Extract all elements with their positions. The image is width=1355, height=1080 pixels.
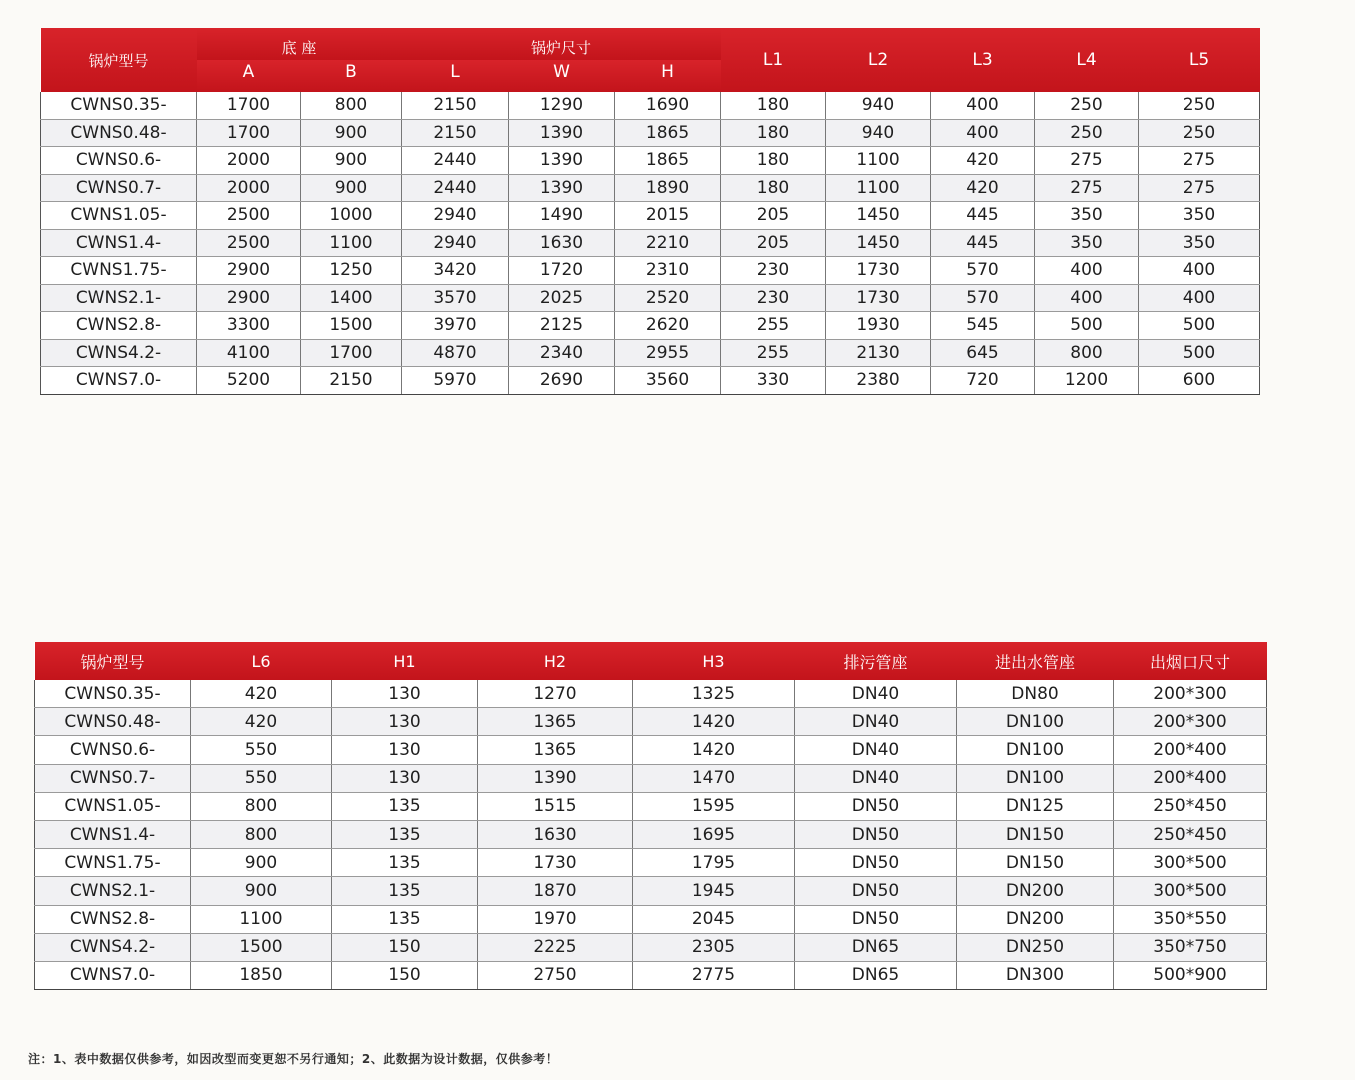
model-cell: CWNS2.1- [41, 284, 197, 312]
table-cell: DN200 [957, 905, 1114, 933]
table-cell: 400 [931, 119, 1035, 147]
table-cell: 1100 [191, 905, 332, 933]
header-cell: 锅炉型号 [35, 642, 191, 680]
header-cell: H1 [332, 642, 478, 680]
table-cell: DN40 [795, 708, 957, 736]
table-cell: 135 [332, 792, 478, 820]
header-W: W [509, 60, 615, 92]
table-cell: DN125 [957, 792, 1114, 820]
table-cell: 2340 [509, 339, 615, 367]
table-cell: 2310 [615, 257, 721, 285]
table-header-row [35, 642, 1267, 680]
table-row [35, 961, 1267, 989]
table-cell: 500*900 [1114, 961, 1267, 989]
table-cell: 1700 [197, 92, 301, 119]
table-cell: DN65 [795, 961, 957, 989]
table-cell: DN200 [957, 877, 1114, 905]
header-cell: 进出水管座 [957, 642, 1114, 680]
table-cell: 180 [721, 174, 826, 202]
table-cell: 1730 [478, 849, 633, 877]
table-cell: 2150 [402, 92, 509, 119]
table-cell: 2210 [615, 229, 721, 257]
table-cell: 4100 [197, 339, 301, 367]
table-cell: 400 [1035, 284, 1139, 312]
table-cell: 570 [931, 284, 1035, 312]
table-cell: 1700 [197, 119, 301, 147]
table-row [41, 284, 1260, 312]
table-cell: 350 [1035, 202, 1139, 230]
table-cell: 1865 [615, 119, 721, 147]
table-cell: 800 [191, 792, 332, 820]
table-cell: 2775 [633, 961, 795, 989]
table-cell: 180 [721, 119, 826, 147]
table-cell: 250 [1139, 92, 1260, 119]
table-cell: DN50 [795, 792, 957, 820]
table-cell: 200*300 [1114, 680, 1267, 708]
table-cell: 350 [1035, 229, 1139, 257]
table-cell: 1365 [478, 708, 633, 736]
table-row [41, 119, 1260, 147]
table-cell: 940 [826, 92, 931, 119]
table-cell: 1365 [478, 736, 633, 764]
table-row [35, 933, 1267, 961]
table-cell: 4870 [402, 339, 509, 367]
table-cell: 800 [301, 92, 402, 119]
table-cell: 1390 [509, 119, 615, 147]
table-cell: 2025 [509, 284, 615, 312]
header-cell: L6 [191, 642, 332, 680]
table-cell: 545 [931, 312, 1035, 340]
table-cell: 400 [1035, 257, 1139, 285]
table-cell: 1450 [826, 202, 931, 230]
table-cell: 1390 [509, 147, 615, 175]
table-cell: 230 [721, 257, 826, 285]
table-cell: 2045 [633, 905, 795, 933]
table-cell: 900 [191, 849, 332, 877]
table-cell: 2750 [478, 961, 633, 989]
header-base-group: 底 座 [197, 28, 402, 60]
table-cell: 330 [721, 367, 826, 395]
table-cell: 1470 [633, 764, 795, 792]
table-cell: 2015 [615, 202, 721, 230]
table-cell: 500 [1139, 312, 1260, 340]
table-cell: DN40 [795, 764, 957, 792]
table-cell: 255 [721, 312, 826, 340]
table-cell: 1390 [478, 764, 633, 792]
table-cell: 1250 [301, 257, 402, 285]
model-cell: CWNS0.7- [35, 764, 191, 792]
table-cell: 130 [332, 680, 478, 708]
table-cell: 420 [931, 147, 1035, 175]
table-row [41, 312, 1260, 340]
table-cell: 150 [332, 933, 478, 961]
table-cell: 130 [332, 708, 478, 736]
model-cell: CWNS4.2- [35, 933, 191, 961]
header-H: H [615, 60, 721, 92]
table-cell: 255 [721, 339, 826, 367]
table-cell: 135 [332, 820, 478, 848]
boiler-connections-table [34, 642, 1267, 990]
table-cell: 2440 [402, 147, 509, 175]
table-cell: 350 [1139, 229, 1260, 257]
table-cell: 1400 [301, 284, 402, 312]
table-cell: 3300 [197, 312, 301, 340]
header-cell: 排污管座 [795, 642, 957, 680]
table-row [41, 147, 1260, 175]
header-model: 锅炉型号 [41, 28, 197, 92]
table-cell: 1890 [615, 174, 721, 202]
table-cell: 400 [1139, 284, 1260, 312]
table-cell: 1000 [301, 202, 402, 230]
table-cell: 1420 [633, 708, 795, 736]
table-cell: 350*550 [1114, 905, 1267, 933]
table-body [41, 92, 1260, 394]
table-cell: 720 [931, 367, 1035, 395]
table-cell: 350*750 [1114, 933, 1267, 961]
table-cell: 275 [1139, 174, 1260, 202]
table-cell: 1865 [615, 147, 721, 175]
table-cell: 230 [721, 284, 826, 312]
table-cell: 205 [721, 229, 826, 257]
table-cell: 2500 [197, 229, 301, 257]
table-cell: 350 [1139, 202, 1260, 230]
model-cell: CWNS0.48- [35, 708, 191, 736]
table-cell: 135 [332, 849, 478, 877]
table-cell: 2125 [509, 312, 615, 340]
table-cell: 550 [191, 736, 332, 764]
table-cell: 1500 [301, 312, 402, 340]
table-cell: 250 [1139, 119, 1260, 147]
table-cell: 1690 [615, 92, 721, 119]
header-L5: L5 [1139, 28, 1260, 92]
table-cell: 1730 [826, 284, 931, 312]
table-cell: 180 [721, 147, 826, 175]
header-size-group: 锅炉尺寸 [402, 28, 721, 60]
table-cell: 180 [721, 92, 826, 119]
table-cell: 400 [1139, 257, 1260, 285]
table-cell: DN40 [795, 736, 957, 764]
table-row [41, 257, 1260, 285]
header-L4: L4 [1035, 28, 1139, 92]
table-cell: DN50 [795, 905, 957, 933]
table-cell: 2900 [197, 284, 301, 312]
model-cell: CWNS0.6- [41, 147, 197, 175]
table-cell: 2225 [478, 933, 633, 961]
table-cell: 1730 [826, 257, 931, 285]
table-cell: 2900 [197, 257, 301, 285]
table-cell: 3560 [615, 367, 721, 395]
boiler-dimensions-table [40, 28, 1260, 395]
table-cell: 1630 [478, 820, 633, 848]
table-cell: 600 [1139, 367, 1260, 395]
table-cell: 1870 [478, 877, 633, 905]
table-cell: 1930 [826, 312, 931, 340]
table-cell: 1490 [509, 202, 615, 230]
table-cell: 645 [931, 339, 1035, 367]
model-cell: CWNS7.0- [41, 367, 197, 395]
table-cell: 275 [1035, 174, 1139, 202]
table-row [41, 202, 1260, 230]
table-cell: 275 [1035, 147, 1139, 175]
table-cell: DN50 [795, 849, 957, 877]
table-cell: 300*500 [1114, 877, 1267, 905]
table-cell: 800 [1035, 339, 1139, 367]
table-cell: 130 [332, 764, 478, 792]
table-cell: 3570 [402, 284, 509, 312]
model-cell: CWNS1.75- [35, 849, 191, 877]
table-cell: 420 [191, 680, 332, 708]
table-cell: 1290 [509, 92, 615, 119]
table-cell: DN65 [795, 933, 957, 961]
footnote: 注：1、表中数据仅供参考，如因改型而变更恕不另行通知；2、此数据为设计数据，仅供参考！ [28, 1052, 559, 1066]
model-cell: CWNS0.48- [41, 119, 197, 147]
table-row [35, 708, 1267, 736]
table-cell: 250*450 [1114, 792, 1267, 820]
table-row [35, 820, 1267, 848]
table-cell: DN50 [795, 820, 957, 848]
table-cell: 2000 [197, 147, 301, 175]
table-cell: 1795 [633, 849, 795, 877]
table-cell: 2000 [197, 174, 301, 202]
table-header-row [41, 28, 1260, 60]
table-cell: 2130 [826, 339, 931, 367]
table-row [41, 339, 1260, 367]
table-cell: 900 [301, 174, 402, 202]
table-cell: 1970 [478, 905, 633, 933]
table-cell: 1500 [191, 933, 332, 961]
table-cell: 3420 [402, 257, 509, 285]
model-cell: CWNS0.35- [41, 92, 197, 119]
table-cell: DN40 [795, 680, 957, 708]
table-row [35, 764, 1267, 792]
model-cell: CWNS2.1- [35, 877, 191, 905]
table-cell: 2380 [826, 367, 931, 395]
model-cell: CWNS4.2- [41, 339, 197, 367]
table-cell: 200*400 [1114, 764, 1267, 792]
header-cell: H2 [478, 642, 633, 680]
header-A: A [197, 60, 301, 92]
table-cell: 1695 [633, 820, 795, 848]
table-cell: 940 [826, 119, 931, 147]
table-cell: 2500 [197, 202, 301, 230]
header-L: L [402, 60, 509, 92]
table-cell: 250 [1035, 119, 1139, 147]
table-cell: 550 [191, 764, 332, 792]
table-cell: 2440 [402, 174, 509, 202]
model-cell: CWNS1.4- [41, 229, 197, 257]
table-row [41, 367, 1260, 395]
table-cell: 1850 [191, 961, 332, 989]
table-cell: 1100 [301, 229, 402, 257]
table-cell: 250*450 [1114, 820, 1267, 848]
model-cell: CWNS1.4- [35, 820, 191, 848]
table-cell: 1200 [1035, 367, 1139, 395]
table-row [35, 680, 1267, 708]
table-cell: 2940 [402, 202, 509, 230]
table-cell: 1720 [509, 257, 615, 285]
table-cell: 5200 [197, 367, 301, 395]
header-L1: L1 [721, 28, 826, 92]
table-cell: 2940 [402, 229, 509, 257]
table-cell: 1700 [301, 339, 402, 367]
table-cell: 445 [931, 229, 1035, 257]
model-cell: CWNS0.35- [35, 680, 191, 708]
table-cell: DN150 [957, 849, 1114, 877]
table-cell: 900 [301, 119, 402, 147]
table-cell: 900 [191, 877, 332, 905]
table-cell: 900 [301, 147, 402, 175]
table-cell: 135 [332, 877, 478, 905]
table-cell: 205 [721, 202, 826, 230]
table-cell: DN150 [957, 820, 1114, 848]
table-cell: DN80 [957, 680, 1114, 708]
table-cell: 1595 [633, 792, 795, 820]
table-cell: 1630 [509, 229, 615, 257]
table-cell: 445 [931, 202, 1035, 230]
table-row [41, 92, 1260, 119]
model-cell: CWNS2.8- [41, 312, 197, 340]
table-cell: 500 [1139, 339, 1260, 367]
table-cell: DN250 [957, 933, 1114, 961]
table-cell: 420 [931, 174, 1035, 202]
model-cell: CWNS1.05- [41, 202, 197, 230]
table-cell: DN50 [795, 877, 957, 905]
table-cell: 275 [1139, 147, 1260, 175]
table-cell: 500 [1035, 312, 1139, 340]
table-cell: 300*500 [1114, 849, 1267, 877]
header-L2: L2 [826, 28, 931, 92]
header-B: B [301, 60, 402, 92]
table-cell: 130 [332, 736, 478, 764]
table-cell: 135 [332, 905, 478, 933]
model-cell: CWNS1.05- [35, 792, 191, 820]
table-row [41, 174, 1260, 202]
table-cell: 2520 [615, 284, 721, 312]
table-cell: 1420 [633, 736, 795, 764]
model-cell: CWNS0.6- [35, 736, 191, 764]
table-cell: 570 [931, 257, 1035, 285]
table-cell: 2620 [615, 312, 721, 340]
table-cell: 1270 [478, 680, 633, 708]
header-cell: 出烟口尺寸 [1114, 642, 1267, 680]
table-cell: 150 [332, 961, 478, 989]
table-row [35, 877, 1267, 905]
table-cell: 2150 [301, 367, 402, 395]
table-cell: 1100 [826, 174, 931, 202]
table-cell: DN100 [957, 764, 1114, 792]
table-cell: 1325 [633, 680, 795, 708]
table-cell: 1450 [826, 229, 931, 257]
table-cell: 200*400 [1114, 736, 1267, 764]
model-cell: CWNS0.7- [41, 174, 197, 202]
model-cell: CWNS7.0- [35, 961, 191, 989]
table-cell: 2150 [402, 119, 509, 147]
table-cell: 5970 [402, 367, 509, 395]
table-cell: 400 [931, 92, 1035, 119]
table-cell: 200*300 [1114, 708, 1267, 736]
table-cell: 1515 [478, 792, 633, 820]
table-cell: 800 [191, 820, 332, 848]
table-cell: 250 [1035, 92, 1139, 119]
model-cell: CWNS2.8- [35, 905, 191, 933]
table-cell: 2305 [633, 933, 795, 961]
table-row [35, 849, 1267, 877]
table-cell: DN300 [957, 961, 1114, 989]
table-row [35, 905, 1267, 933]
model-cell: CWNS1.75- [41, 257, 197, 285]
table-body [35, 680, 1267, 990]
table-cell: DN100 [957, 708, 1114, 736]
table-cell: 420 [191, 708, 332, 736]
header-L3: L3 [931, 28, 1035, 92]
table-cell: DN100 [957, 736, 1114, 764]
table-cell: 2955 [615, 339, 721, 367]
table-cell: 3970 [402, 312, 509, 340]
table-row [41, 229, 1260, 257]
table-cell: 1945 [633, 877, 795, 905]
table-cell: 1390 [509, 174, 615, 202]
header-cell: H3 [633, 642, 795, 680]
table-cell: 1100 [826, 147, 931, 175]
table-row [35, 792, 1267, 820]
table-cell: 2690 [509, 367, 615, 395]
table-row [35, 736, 1267, 764]
